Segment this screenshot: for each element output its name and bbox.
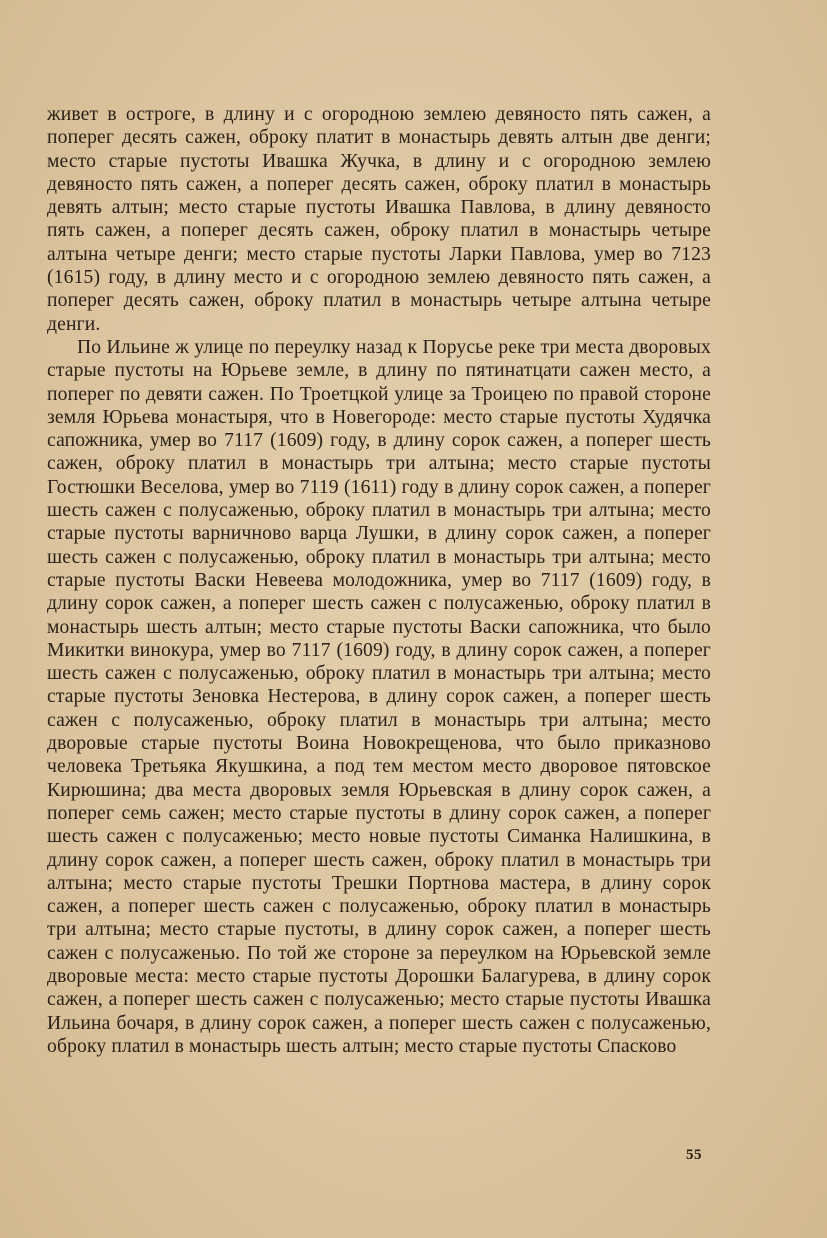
body-text	[47, 103, 711, 1058]
paragraph-continuation: живет в остроге, в длину и с огородною землею девяносто пять сажен, а поперег десять сажен, оброку платит в монастырь девять алтын две денги; место старые пустоты Ивашка Жучка, в длину и с огородною землею девяносто пять сажен, а поперег десять сажен, оброку платил в монастырь девять алтын; место старые пустоты Ивашка Павлова, в длину девяносто пять сажен, а поперег десять сажен, оброку платил в монастырь четыре алтына четыре денги; место старые пустоты Ларки Павлова, умер во 7123 (1615) году, в длину место и с огородною землею девяносто пять сажен, а поперег десять сажен, оброку платил в монастырь четыре алтына четыре денги.	[47, 104, 711, 335]
paragraph-ilyina-street: По Ильине ж улице по переулку назад к Порусье реке три места дворовых старые пустоты на Юрьеве земле, в длину по пятинатцати сажен место, а поперег по девяти сажен. По Троетцкой улице за Троицею по правой стороне земля Юрьева монастыря, что в Новегороде: место старые пустоты Худячка сапожника, умер во 7117 (1609) году, в длину сорок сажен, а поперег шесть сажен, оброку платил в монастырь три алтына; место старые пустоты Гостюшки Веселова, умер во 7119 (1611) году в длину сорок сажен, а поперег шесть сажен с полусаженью, оброку платил в монастырь три алтына; место старые пустоты варничново варца Лушки, в длину сорок сажен, а поперег шесть сажен с полусаженью, оброку платил в монастырь три алтына; место старые пустоты Васки Невеева молодожника, умер во 7117 (1609) году, в длину сорок сажен, а поперег шесть сажен с полусаженью, оброку платил в монастырь шесть алтын; место старые пустоты Васки сапожника, что было Микитки винокура, умер во 7117 (1609) году, в длину сорок сажен, а поперег шесть сажен с полусаженью, оброку платил в монастырь три алтына; место старые пустоты Зеновка Нестерова, в длину сорок сажен, а поперег шесть сажен с полусаженью, оброку платил в монастырь три алтына; место дворовые старые пустоты Воина Новокрещенова, что было приказново человека Третьяка Якушкина, а под тем местом место дворовое пятовское Кирюшина; два места дворовых земля Юрьевская в длину сорок сажен, а поперег семь сажен; место старые пустоты в длину сорок сажен, а поперег шесть сажен с полусаженью; место новые пустоты Симанка Налишкина, в длину сорок сажен, а поперег шесть сажен, оброку платил в монастырь три алтына; место старые пустоты Трешки Портнова мастера, в длину сорок сажен, а поперег шесть сажен с полусаженью, оброку платил в монастырь три алтына; место старые пустоты, в длину сорок сажен, а поперег шесть сажен с полусаженью. По той же стороне за переулком на Юрьевской земле дворовые места: место старые пустоты Дорошки Балагурева, в длину сорок сажен, а поперег шесть сажен с полусаженью; место старые пустоты Ивашка Ильина бочаря, в длину сорок сажен, а поперег шесть сажен с полусаженью, оброку платил в монастырь шесть алтын; место старые пустоты Спасково	[47, 336, 711, 1057]
page-number: 55	[686, 1147, 702, 1163]
